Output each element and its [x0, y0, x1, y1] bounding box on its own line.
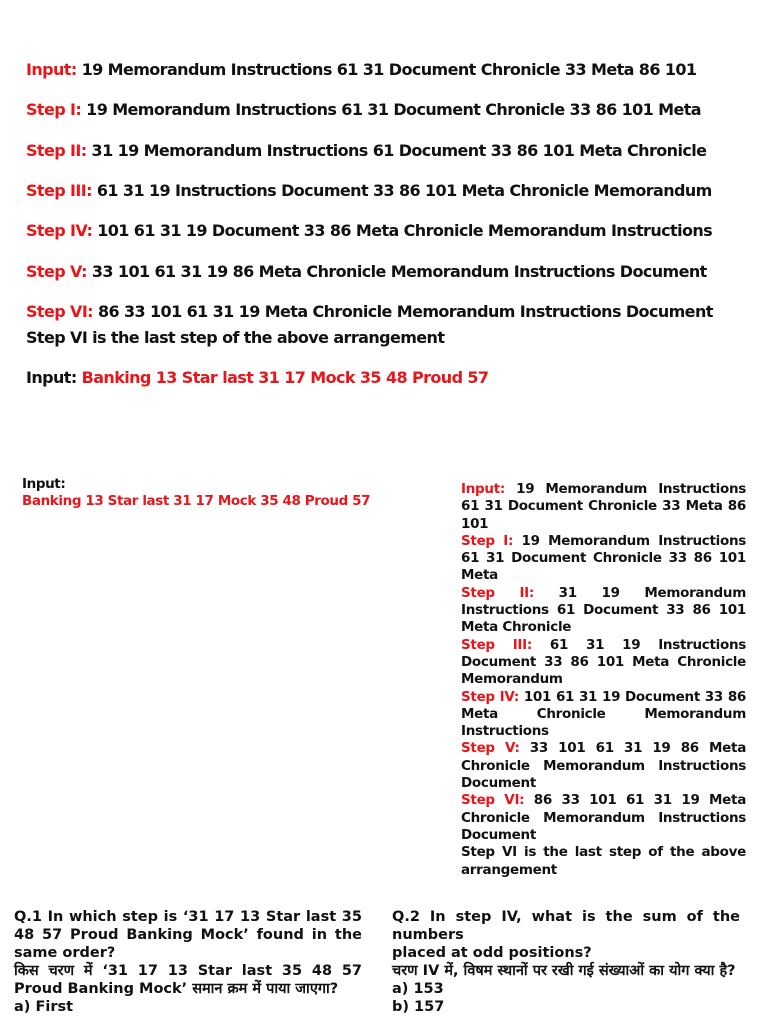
- q2-english-1: Q.2 In step IV, what is the sum of the numbers: [392, 909, 740, 943]
- small-input-block: [22, 476, 370, 510]
- step-label: Step II:: [26, 141, 87, 160]
- box-step-text: 33 101 61 31 19 86 Meta Chronicle Memorandum Instructions Document: [461, 740, 747, 792]
- question-2: [392, 908, 740, 1016]
- box-step-text: 19 Memorandum Instructions 61 31 Document Chronicle 33 Meta 86 101: [461, 481, 746, 532]
- box-step-label: Step I:: [461, 532, 514, 549]
- step-text: 31 19 Memorandum Instructions 61 Document 33 86 101 Meta Chronicle: [86, 141, 707, 160]
- main-step-6: [26, 302, 713, 321]
- question-1: [14, 908, 362, 1016]
- new-input-label: Input:: [26, 368, 82, 387]
- steps-box: [461, 481, 746, 879]
- box-step-text: 31 19 Memorandum Instructions 61 Document 33 86 101 Meta Chronicle: [461, 584, 746, 636]
- q2-option-b[interactable]: b) 157: [392, 999, 445, 1015]
- box-step-label: Step IV:: [461, 688, 519, 705]
- box-step-5: [461, 740, 746, 792]
- box-step-4: [461, 689, 746, 741]
- q1-english: Q.1 In which step is ‘31 17 13 Star last 35 48 57 Proud Banking Mock’ found in the same order?: [14, 909, 362, 961]
- q2-option-a[interactable]: a) 153: [392, 981, 444, 997]
- step-text: 86 33 101 61 31 19 Meta Chronicle Memorandum Instructions Document: [92, 302, 713, 321]
- step-label: Step I:: [26, 100, 82, 119]
- box-step-2: [461, 585, 746, 637]
- step-text: 61 31 19 Instructions Document 33 86 101 Meta Chronicle Memorandum: [91, 181, 712, 200]
- step-text: 101 61 31 19 Document 33 86 Meta Chronicle Memorandum Instructions: [92, 221, 713, 240]
- box-note: Step VI is the last step of the above arrangement: [461, 844, 746, 878]
- main-step-3: [26, 181, 712, 200]
- q2-hindi: चरण IV में, विषम स्थानों पर रखी गई संख्याओं का योग क्या है?: [392, 963, 736, 979]
- step-text: 19 Memorandum Instructions 61 31 Document Chronicle 33 Meta 86 101: [76, 60, 697, 79]
- small-input-label: Input:: [22, 476, 66, 492]
- box-step-label: Step II:: [461, 584, 534, 601]
- box-step-label: Input:: [461, 481, 505, 497]
- box-step-text: 61 31 19 Instructions Document 33 86 101 Meta Chronicle Memorandum: [461, 636, 746, 688]
- box-step-label: Step VI:: [461, 792, 525, 809]
- step-label: Step III:: [26, 181, 92, 200]
- new-input-line: [26, 368, 488, 387]
- box-step-input: [461, 481, 746, 533]
- box-step-label: Step V:: [461, 740, 520, 757]
- box-step-text: 101 61 31 19 Document 33 86 Meta Chronicle Memorandum Instructions: [461, 688, 747, 740]
- box-step-text: 19 Memorandum Instructions 61 31 Document Chronicle 33 86 101 Meta: [461, 532, 746, 584]
- main-step-1: [26, 100, 701, 119]
- step-label: Step V:: [26, 262, 87, 281]
- small-input-text: Banking 13 Star last 31 17 Mock 35 48 Proud 57: [22, 493, 371, 509]
- box-step-6: [461, 792, 746, 844]
- main-step-2: [26, 141, 706, 160]
- box-step-1: [461, 533, 746, 585]
- box-step-label: Step III:: [461, 636, 532, 653]
- box-step-3: [461, 637, 746, 689]
- q1-option-a[interactable]: a) First: [14, 999, 74, 1015]
- step-label: Step VI:: [26, 302, 93, 321]
- step-label: Step IV:: [26, 221, 93, 240]
- new-input-text: Banking 13 Star last 31 17 Mock 35 48 Proud 57: [81, 368, 489, 387]
- step-text: 19 Memorandum Instructions 61 31 Document Chronicle 33 86 101 Meta: [81, 100, 701, 119]
- step-text: 33 101 61 31 19 86 Meta Chronicle Memorandum Instructions Document: [86, 262, 707, 281]
- q1-hindi: किस चरण में ‘31 17 13 Star last 35 48 57 Proud Banking Mock’ समान क्रम में पाया जाएगा?: [14, 963, 362, 997]
- main-step-4: [26, 221, 712, 240]
- last-step-note: Step VI is the last step of the above arrangement: [26, 328, 445, 347]
- q2-english-2: placed at odd positions?: [392, 945, 592, 961]
- main-step-input: [26, 60, 696, 79]
- box-step-text: 86 33 101 61 31 19 Meta Chronicle Memorandum Instructions Document: [461, 792, 746, 843]
- step-label: Input:: [26, 60, 77, 79]
- main-step-5: [26, 262, 707, 281]
